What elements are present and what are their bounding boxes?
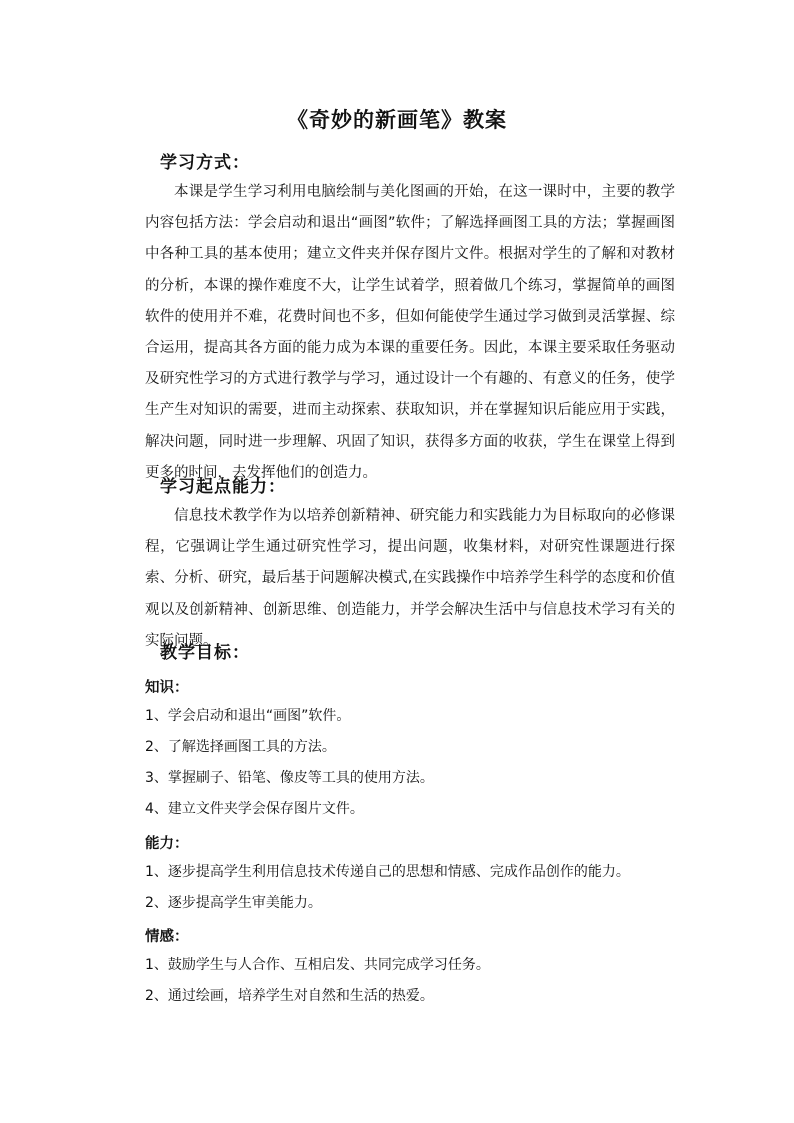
subheading-ability: 能力： bbox=[145, 836, 189, 852]
subheading-emotion: 情感： bbox=[145, 929, 189, 945]
list-item: 1、鼓励学生与人合作、互相启发、共同完成学习任务。 bbox=[145, 957, 490, 973]
section-heading-objectives: 教学目标： bbox=[160, 643, 250, 663]
list-item: 2、逐步提高学生审美能力。 bbox=[145, 895, 322, 911]
emotion-list bbox=[145, 950, 490, 1012]
document-title: 《奇妙的新画笔》教案 bbox=[287, 107, 507, 132]
knowledge-list bbox=[145, 701, 434, 825]
section-heading-starting-ability: 学习起点能力： bbox=[160, 477, 286, 497]
list-item: 1、逐步提高学生利用信息技术传递自己的思想和情感、完成作品创作的能力。 bbox=[145, 864, 630, 880]
paragraph-starting-ability: 信息技术教学作为以培养创新精神、研究能力和实践能力为目标取向的必修课程，它强调让学生通过研究性学习，提出问题，收集材料，对研究性课题进行探索、分析、研究，最后基于问题解决模式,在实践操作中培养学生科学的态度和价值观以及创新精神、创新思维、创造能力，并学会解决生活中与信息技术学习有关的实际问题。 bbox=[145, 508, 675, 649]
subheading-knowledge: 知识： bbox=[145, 680, 189, 696]
paragraph-learning-method: 本课是学生学习利用电脑绘制与美化图画的开始，在这一课时中，主要的教学内容包括方法：学会启动和退出“画图”软件；了解选择画图工具的方法；掌握画图中各种工具的基本使用；建立文件夹并保存图片文件。根据对学生的了解和对教材的分析，本课的操作难度不大，让学生试着学，照着做几个练习，掌握简单的画图软件的使用并不难，花费时间也不多，但如何能使学生通过学习做到灵活掌握、综合运用，提高其各方面的能力成为本课的重要任务。因此，本课主要采取任务驱动及研究性学习的方式进行教学与学习，通过设计一个有趣的、有意义的任务，使学生产生对知识的需要，进而主动探索、获取知识，并在掌握知识后能应用于实践，解决问题，同时进一步理解、巩固了知识，获得多方面的收获，学生在课堂上得到更多的时间，去发挥他们的创造力。 bbox=[145, 184, 675, 481]
list-item: 2、了解选择画图工具的方法。 bbox=[145, 739, 336, 755]
list-item: 3、掌握刷子、铅笔、像皮等工具的使用方法。 bbox=[145, 770, 434, 786]
list-item: 1、学会启动和退出“画图”软件。 bbox=[145, 708, 351, 724]
list-item: 4、建立文件夹学会保存图片文件。 bbox=[145, 801, 364, 817]
section-heading-learning-method: 学习方式： bbox=[160, 153, 250, 173]
ability-list bbox=[145, 857, 630, 919]
list-item: 2、通过绘画，培养学生对自然和生活的热爱。 bbox=[145, 988, 434, 1004]
